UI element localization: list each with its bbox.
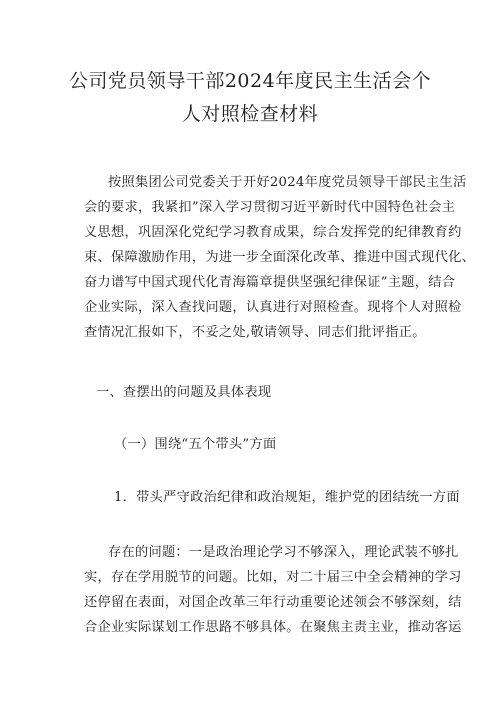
intro-line-7: 查情况汇报如下，不妥之处,敬请领导、同志们批评指正。 [84, 325, 426, 340]
document-title-line-2: 人对照检查材料 [181, 103, 319, 125]
intro-line-3: 义思想，巩固深化党纪学习教育成果，综合发挥党的纪律教育约 [84, 225, 462, 240]
intro-line-2: 会的要求，我紧扣”深入学习贯彻习近平新时代中国特色社会主 [84, 200, 456, 215]
intro-line-5: 奋力谱写中国式现代化青海篇章提供坚强纪律保证”主题，结合 [84, 275, 456, 290]
item-heading: 1．带头严守政治纪律和政治规矩，维护党的团结统一方面 [114, 490, 460, 505]
problem-line-1: 存在的问题：一是政治理论学习不够深入，理论武装不够扎 [108, 545, 459, 560]
problem-line-4: 合企业实际谋划工作思路不够具体。在聚焦主责主业，推动客运 [84, 620, 462, 635]
problem-line-3: 还停留在表面，对国企改革三年行动重要论述领会不够深刻，结 [84, 595, 462, 610]
document-title-line-1: 公司党员领导干部2024年度民主生活会个 [68, 70, 432, 92]
problem-line-2: 实，存在学用脱节的问题。比如，对二十届三中全会精神的学习 [84, 570, 462, 585]
intro-line-4: 束、保障激励作用，为进一步全面深化改革、推进中国式现代化、 [84, 250, 476, 265]
intro-line-6: 企业实际，深入查找问题，认真进行对照检查。现将个人对照检 [84, 300, 462, 315]
intro-line-1: 按照集团公司党委关于开好2024年度党员领导干部民主生活 [108, 175, 467, 190]
subsection-heading: （一）围绕“五个带头”方面 [114, 437, 277, 452]
section-heading: 一、查摆出的问题及具体表现 [96, 385, 272, 400]
